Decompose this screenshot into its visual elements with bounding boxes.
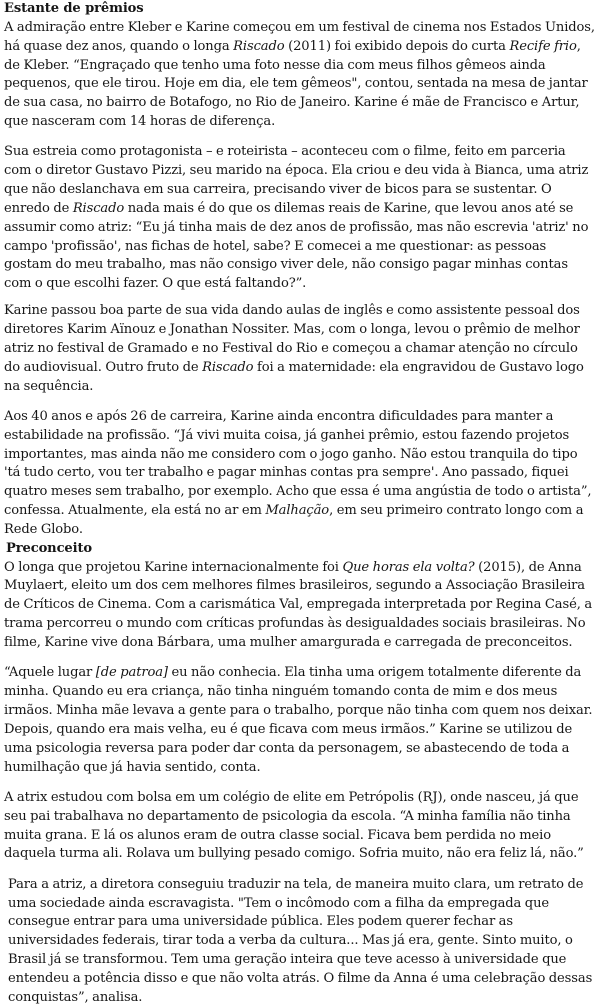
paragraph bbox=[4, 559, 596, 653]
paragraph bbox=[4, 143, 596, 294]
italic-text-run: Recife frio bbox=[509, 38, 577, 54]
section-heading-estante: Estante de prêmios bbox=[4, 1, 144, 16]
italic-text-run: Riscado bbox=[202, 359, 254, 375]
italic-text-run: Malhação bbox=[265, 503, 330, 519]
text-run: Para a atriz, a diretora conseguiu traduzir na tela, de maneira muito clara, um retrato de uma sociedade ainda escravagista. "Tem o incômodo com a filha da empregada que consegue entrar para uma universidade pública. Eles podem querer fechar as universidades federais, tirar toda a verba da cultura... Mas já era, gente. Sinto muito, o Brasil já se transformou. Tem uma geração inteira que teve acesso à universidade que entendeu a potência disso e que não volta atrás. O filme da Anna é uma celebração dessas conquistas”, analisa. bbox=[8, 876, 593, 1005]
text-run: “Aquele lugar bbox=[4, 665, 96, 681]
paragraph bbox=[4, 408, 596, 540]
text-run: A atrix estudou com bolsa em um colégio de elite em Petrópolis (RJ), onde nasceu, já que seu pai trabalhava no departamento de psicologia da escola. “A minha família não tinha muita grana. E lá os alunos eram de outra classe social. Ficava bem perdida no meio daquela turma ali. Rolava um bullying pesado comigo. Sofria muito, não era feliz lá, não.” bbox=[4, 789, 584, 862]
text-run: Aos 40 anos e após 26 de carreira, Karine ainda encontra dificuldades para manter a estabilidade na profissão. “Já vivi muita coisa, já ganhei prêmio, estou fazendo projetos importantes, mas ainda não me considero com o jogo ganho. Não estou tranquila do tipo 'tá tudo certo, vou ter trabalho e pagar minhas contas pra sempre'. Ano passado, fiquei quatro meses sem trabalho, por exemplo. Acho que essa é uma angústia de todo o artista”, confessa. Atualmente, ela está no ar em bbox=[4, 408, 592, 519]
text-run: Karine passou boa parte de sua vida dando aulas de inglês e como assistente pessoal dos diretores Karim Aïnouz e Jonathan Nossiter. Mas, com o longa, levou o prêmio de melhor atriz no festival de Gramado e no Festival do Rio e começou a chamar atenção no círculo do audiovisual. Outro fruto de bbox=[4, 303, 580, 375]
italic-text-run: Riscado bbox=[72, 200, 125, 216]
text-run: (2011) foi exibido depois do curta bbox=[284, 38, 510, 54]
section-heading-preconceito: Preconceito bbox=[6, 540, 93, 556]
text-run: (2015), de Anna Muylaert, eleito um dos cem melhores filmes brasileiros, segundo a Associação Brasileira de Críticos de Cinema. Com a carismática Val, empregada interpretada por Regina Casé, a trama percorreu o mundo com críticas profundas às desigualdades sociais brasileiras. No filme, Karine vive dona Bárbara, uma mulher amargurada e carregada de preconceitos. bbox=[4, 559, 593, 650]
text-run: Sua estreia como protagonista – e roteirista – aconteceu com o filme, feito em parceria com o diretor Gustavo Pizzi, seu marido na época. Ela criou e deu vida à Bianca, uma atriz que não deslanchava em sua carreira, precisando viver de bicos para se sustentar. O enredo de bbox=[4, 144, 589, 216]
text-run: O longa que projetou Karine internacionalmente foi bbox=[4, 559, 343, 575]
paragraph bbox=[4, 302, 596, 396]
text-run: , em seu primeiro contrato longo com a Rede Globo. bbox=[4, 503, 584, 537]
text-run: nada mais é do que os dilemas reais de Karine, que levou anos até se assumir como atriz: “Eu já tinha mais de dez anos de profissão, mas não escrevia 'atriz' no campo 'profissão', nas fichas de hotel, sabe? E comecei a me questionar: as pessoas gostam do meu trabalho, mas não consigo viver dele, não consigo pagar minhas contas com o que escolhi fazer. O que está faltando?”. bbox=[4, 200, 589, 292]
paragraph bbox=[4, 789, 596, 864]
italic-text-run: [de patroa] bbox=[95, 665, 168, 681]
text-run: foi a maternidade: ela engravidou de Gustavo logo na sequência. bbox=[4, 359, 584, 394]
text-run: , de Kleber. “Engraçado que tenho uma foto nesse dia com meus filhos gêmeos ainda pequenos, que ele tirou. Hoje em dia, ele tem gêmeos", contou, sentada na mesa de jantar de sua casa, no bairro de Botafogo, no Rio de Janeiro. Karine é mãe de Francisco e Artur, que nasceram com 14 horas de diferença. bbox=[4, 38, 588, 130]
italic-text-run: Riscado bbox=[233, 38, 285, 54]
paragraph bbox=[4, 876, 596, 1008]
paragraph bbox=[4, 664, 596, 777]
text-run: A admiração entre Kleber e Karine começou em um festival de cinema nos Estados Unidos, há quase dez anos, quando o longa bbox=[4, 19, 595, 54]
italic-text-run: Que horas ela volta? bbox=[342, 559, 475, 575]
text-run: eu não conhecia. Ela tinha uma origem totalmente diferente da minha. Quando eu era criança, não tinha ninguém tomando conta de mim e dos meus irmãos. Minha mãe levava a gente para o trabalho, porque não tinha com quem nos deixar. Depois, quando era mais velha, eu é que ficava com meus irmãos.” Karine se utilizou de uma psicologia reversa para poder dar conta da personagem, se abastecendo de toda a humilhação que já havia sentido, conta. bbox=[4, 665, 593, 775]
paragraph bbox=[4, 19, 596, 132]
